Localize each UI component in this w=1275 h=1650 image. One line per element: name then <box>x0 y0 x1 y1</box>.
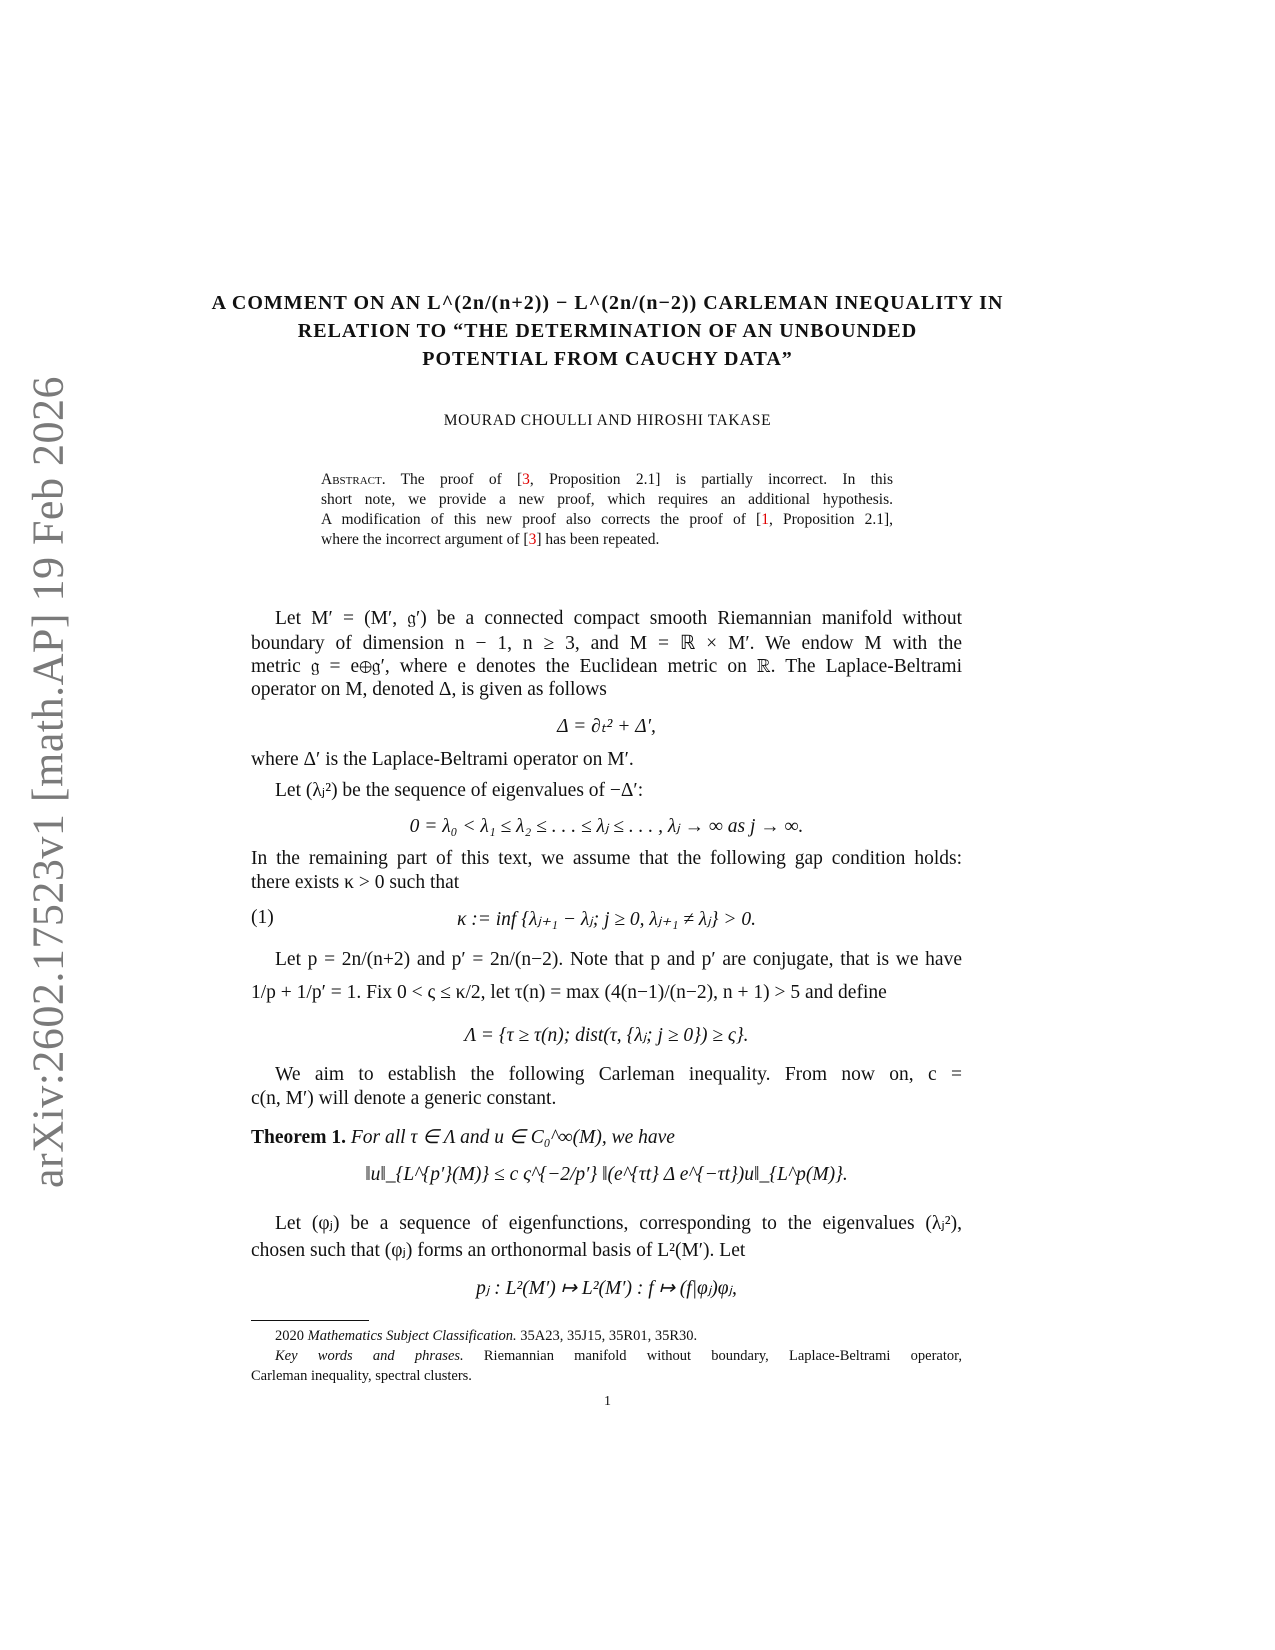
abstract-text: , Proposition 2.1] is partially incorrect. In this <box>529 471 893 488</box>
paragraph-line: Let p = 2n/(n+2) and p′ = 2n/(n−2). Note that p and p′ are conjugate, that is we have <box>275 949 962 970</box>
abstract-text: A modification of this new proof also corrects the proof of [ <box>321 511 762 528</box>
citation-link[interactable]: 3 <box>528 531 537 548</box>
abstract-line <box>321 511 893 529</box>
msc-codes: 35A23, 35J15, 35R01, 35R30. <box>520 1328 698 1344</box>
abstract-line <box>321 471 893 489</box>
paragraph-line: chosen such that (φⱼ) forms an orthonormal basis of L²(M′). Let <box>251 1240 746 1261</box>
footnote-keywords <box>275 1348 962 1365</box>
title-line-2: RELATION TO “THE DETERMINATION OF AN UNBOUNDED <box>297 320 918 342</box>
keywords-label: Key words and phrases. <box>275 1348 464 1364</box>
authors: MOURAD CHOULLI AND HIROSHI TAKASE <box>443 412 772 429</box>
paragraph-line: boundary of dimension n − 1, n ≥ 3, and M = ℝ × M′. We endow M with the <box>251 633 962 654</box>
footnote-keywords-cont: Carleman inequality, spectral clusters. <box>251 1368 472 1384</box>
theorem-text: For all τ ∈ Λ and u ∈ C₀^∞(M), we have <box>350 1127 675 1148</box>
abstract-line <box>321 491 893 509</box>
equation-eigenvalues: 0 = λ₀ < λ₁ ≤ λ₂ ≤ . . . ≤ λⱼ ≤ . . . , λⱼ → ∞ as j → ∞. <box>409 816 804 837</box>
paragraph-line: metric 𝔤 = e⊕𝔤′, where e denotes the Euclidean metric on ℝ. The Laplace-Beltrami <box>251 656 962 677</box>
paragraph-line: Let M′ = (M′, 𝔤′) be a connected compact smooth Riemannian manifold without <box>275 608 962 629</box>
page-number: 1 <box>604 1394 611 1409</box>
equation-gap-condition: κ := inf {λⱼ₊₁ − λⱼ; j ≥ 0, λⱼ₊₁ ≠ λⱼ} > 0. <box>456 909 756 930</box>
theorem-label: Theorem 1. <box>251 1127 346 1148</box>
abstract-text: ] has been repeated. <box>536 531 660 548</box>
equation-lambda-set: Λ = {τ ≥ τ(n); dist(τ, {λⱼ; j ≥ 0}) ≥ ς}. <box>464 1025 749 1046</box>
footnote-rule <box>251 1320 369 1321</box>
footnote-msc <box>275 1328 986 1345</box>
msc-year: 2020 <box>275 1328 304 1344</box>
msc-label: Mathematics Subject Classification. <box>307 1328 517 1344</box>
title-line-1: A COMMENT ON AN L^(2n/(n+2)) − L^(2n/(n−2)) CARLEMAN INEQUALITY IN <box>211 292 1004 314</box>
equation-projection: pⱼ : L²(M′) ↦ L²(M′) : f ↦ (f|φⱼ)φⱼ, <box>476 1278 737 1299</box>
paragraph-line: We aim to establish the following Carleman inequality. From now on, c = <box>275 1064 962 1085</box>
title-line-3: POTENTIAL FROM CAUCHY DATA” <box>422 348 793 370</box>
abstract-text: short note, we provide a new proof, which requires an additional hypothesis. <box>321 491 893 508</box>
paragraph-line: 1/p + 1/p′ = 1. Fix 0 < ς ≤ κ/2, let τ(n) = max (4(n−1)/(n−2), n + 1) > 5 and define <box>251 982 887 1003</box>
citation-link[interactable]: 1 <box>761 511 769 528</box>
abstract-text: , Proposition 2.1], <box>768 511 893 528</box>
abstract-line <box>321 531 893 549</box>
equation-number: (1) <box>251 907 274 928</box>
paragraph-line: where Δ′ is the Laplace-Beltrami operator on M′. <box>251 749 634 770</box>
paragraph-line: operator on M, denoted Δ, is given as follows <box>251 679 607 700</box>
equation-laplace: Δ = ∂ₜ² + Δ′, <box>557 716 656 737</box>
abstract-text: The proof of [ <box>400 471 523 488</box>
citation-link[interactable]: 3 <box>522 471 530 488</box>
keywords-text: Riemannian manifold without boundary, Laplace-Beltrami operator, <box>483 1348 963 1364</box>
paragraph-line: there exists κ > 0 such that <box>251 872 460 893</box>
abstract-text: where the incorrect argument of [ <box>321 531 529 548</box>
paragraph-line: Let (λⱼ²) be the sequence of eigenvalues of −Δ′: <box>275 780 644 801</box>
arxiv-stamp: arXiv:2602.17523v1 [math.AP] 19 Feb 2026 <box>23 376 73 1188</box>
paragraph-line: In the remaining part of this text, we assume that the following gap condition holds: <box>251 848 962 869</box>
paragraph-line: c(n, M′) will denote a generic constant. <box>251 1088 557 1109</box>
equation-carleman: ‖u‖_{L^{p′}(M)} ≤ c ς^{−2/p′} ‖(e^{τt} Δ e^{−τt})u‖_{L^p(M)}. <box>365 1164 848 1185</box>
abstract-label: Abstract. <box>321 471 386 488</box>
paragraph-line: Let (φⱼ) be a sequence of eigenfunctions, corresponding to the eigenvalues (λⱼ²), <box>275 1213 962 1234</box>
theorem-statement <box>251 1125 962 1149</box>
